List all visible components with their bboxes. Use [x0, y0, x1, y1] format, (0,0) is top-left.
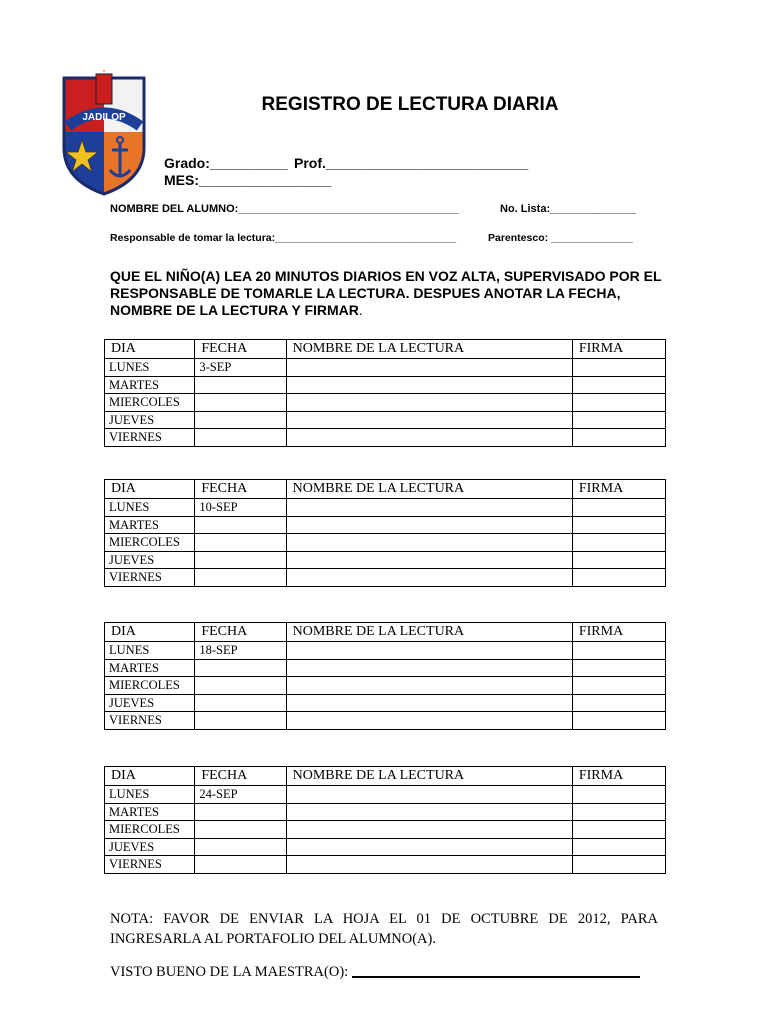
visto-bueno-line	[110, 964, 640, 981]
reading-name-cell[interactable]	[286, 359, 572, 377]
signature-cell[interactable]	[572, 856, 665, 874]
day-cell: LUNES	[105, 786, 195, 804]
table-row	[105, 569, 666, 587]
reading-name-cell[interactable]	[286, 856, 572, 874]
header-nombre-lectura: NOMBRE DE LA LECTURA	[286, 340, 572, 359]
signature-cell[interactable]	[572, 838, 665, 856]
signature-cell[interactable]	[572, 821, 665, 839]
table-row	[105, 376, 666, 394]
instructions-main: QUE EL NIÑO(A) LEA 20 MINUTOS DIARIOS EN VOZ ALTA, SUPERVISADO POR EL RESPONSABLE DE TOMARLE LA LECTURA. DESPUES ANOTAR LA FECHA, NOMBRE DE LA LECTURA Y FIRMAR	[110, 268, 662, 318]
fecha-cell[interactable]	[195, 376, 286, 394]
reading-name-cell[interactable]	[286, 803, 572, 821]
header-dia: DIA	[105, 340, 195, 359]
reading-name-cell[interactable]	[286, 712, 572, 730]
fecha-cell[interactable]: 24-SEP	[195, 786, 286, 804]
table-row	[105, 677, 666, 695]
instructions-text	[110, 268, 670, 319]
signature-cell[interactable]	[572, 359, 665, 377]
day-cell: MIERCOLES	[105, 394, 195, 412]
table-row	[105, 786, 666, 804]
header-firma: FIRMA	[572, 767, 665, 786]
signature-cell[interactable]	[572, 394, 665, 412]
header-fecha: FECHA	[195, 340, 286, 359]
day-cell: LUNES	[105, 359, 195, 377]
day-cell: MARTES	[105, 516, 195, 534]
fecha-cell[interactable]	[195, 429, 286, 447]
day-cell: MARTES	[105, 659, 195, 677]
page-title: REGISTRO DE LECTURA DIARIA	[261, 94, 559, 115]
reading-name-cell[interactable]	[286, 551, 572, 569]
reading-log-table	[104, 622, 666, 730]
header-dia: DIA	[105, 623, 195, 642]
day-cell: LUNES	[105, 642, 195, 660]
reading-name-cell[interactable]	[286, 429, 572, 447]
header-firma: FIRMA	[572, 340, 665, 359]
visto-bueno-label: VISTO BUENO DE LA MAESTRA(O):	[110, 964, 349, 980]
fecha-cell[interactable]	[195, 394, 286, 412]
reading-name-cell[interactable]	[286, 659, 572, 677]
header-nombre-lectura: NOMBRE DE LA LECTURA	[286, 623, 572, 642]
day-cell: VIERNES	[105, 712, 195, 730]
fecha-cell[interactable]: 18-SEP	[195, 642, 286, 660]
day-cell: VIERNES	[105, 569, 195, 587]
responsable-field[interactable]: Responsable de tomar la lectura:_______________________________	[110, 232, 457, 244]
table-row	[105, 659, 666, 677]
fecha-cell[interactable]: 3-SEP	[195, 359, 286, 377]
day-cell: MARTES	[105, 376, 195, 394]
fecha-cell[interactable]	[195, 516, 286, 534]
reading-name-cell[interactable]	[286, 376, 572, 394]
day-cell: JUEVES	[105, 551, 195, 569]
signature-cell[interactable]	[572, 803, 665, 821]
signature-cell[interactable]	[572, 642, 665, 660]
header-firma: FIRMA	[572, 623, 665, 642]
signature-cell[interactable]	[572, 569, 665, 587]
signature-cell[interactable]	[572, 534, 665, 552]
header-fecha: FECHA	[195, 480, 286, 499]
reading-name-cell[interactable]	[286, 411, 572, 429]
day-cell: MIERCOLES	[105, 821, 195, 839]
header-firma: FIRMA	[572, 480, 665, 499]
day-cell: MIERCOLES	[105, 534, 195, 552]
fecha-cell[interactable]	[195, 694, 286, 712]
signature-cell[interactable]	[572, 376, 665, 394]
fecha-cell[interactable]	[195, 821, 286, 839]
table-row	[105, 803, 666, 821]
fecha-cell[interactable]	[195, 551, 286, 569]
lista-number-field[interactable]: No. Lista:______________	[500, 203, 636, 215]
table-row	[105, 856, 666, 874]
day-cell: JUEVES	[105, 411, 195, 429]
reading-name-cell[interactable]	[286, 534, 572, 552]
grado-field[interactable]: Grado:__________	[164, 155, 288, 171]
signature-line[interactable]	[352, 976, 640, 978]
table-header-row	[105, 340, 666, 359]
signature-cell[interactable]	[572, 516, 665, 534]
reading-log-table	[104, 479, 666, 587]
header-fecha: FECHA	[195, 623, 286, 642]
header-dia: DIA	[105, 480, 195, 499]
table-row	[105, 534, 666, 552]
mes-field[interactable]: MES:_________________	[164, 172, 332, 188]
fecha-cell[interactable]	[195, 569, 286, 587]
table-row	[105, 642, 666, 660]
fecha-cell[interactable]	[195, 856, 286, 874]
reading-name-cell[interactable]	[286, 516, 572, 534]
day-cell: MIERCOLES	[105, 677, 195, 695]
signature-cell[interactable]	[572, 411, 665, 429]
day-cell: LUNES	[105, 499, 195, 517]
school-crest-logo	[60, 70, 148, 196]
day-cell: JUEVES	[105, 838, 195, 856]
table-row	[105, 411, 666, 429]
reading-name-cell[interactable]	[286, 821, 572, 839]
fecha-cell[interactable]	[195, 838, 286, 856]
table-row	[105, 712, 666, 730]
table-header-row	[105, 480, 666, 499]
table-row	[105, 359, 666, 377]
table-row	[105, 516, 666, 534]
signature-cell[interactable]	[572, 551, 665, 569]
reading-name-cell[interactable]	[286, 642, 572, 660]
reading-name-cell[interactable]	[286, 677, 572, 695]
alumno-name-field[interactable]: NOMBRE DEL ALUMNO:____________________________________	[110, 203, 459, 215]
day-cell: VIERNES	[105, 429, 195, 447]
fecha-cell[interactable]	[195, 803, 286, 821]
table-row	[105, 821, 666, 839]
header-nombre-lectura: NOMBRE DE LA LECTURA	[286, 480, 572, 499]
fecha-cell[interactable]	[195, 659, 286, 677]
crest-text: JADILOP	[82, 112, 126, 123]
reading-name-cell[interactable]	[286, 838, 572, 856]
signature-cell[interactable]	[572, 659, 665, 677]
fecha-cell[interactable]	[195, 534, 286, 552]
table-header-row	[105, 767, 666, 786]
header-fecha: FECHA	[195, 767, 286, 786]
instructions-end: .	[358, 302, 363, 318]
parentesco-field[interactable]: Parentesco: ______________	[488, 232, 633, 244]
table-row	[105, 694, 666, 712]
signature-cell[interactable]	[572, 786, 665, 804]
header-dia: DIA	[105, 767, 195, 786]
reading-log-table	[104, 766, 666, 874]
reading-name-cell[interactable]	[286, 499, 572, 517]
reading-name-cell[interactable]	[286, 569, 572, 587]
signature-cell[interactable]	[572, 677, 665, 695]
fecha-cell[interactable]	[195, 677, 286, 695]
reading-name-cell[interactable]	[286, 694, 572, 712]
day-cell: VIERNES	[105, 856, 195, 874]
signature-cell[interactable]	[572, 694, 665, 712]
fecha-cell[interactable]: 10-SEP	[195, 499, 286, 517]
table-row	[105, 429, 666, 447]
table-row	[105, 838, 666, 856]
table-header-row	[105, 623, 666, 642]
table-row	[105, 394, 666, 412]
reading-name-cell[interactable]	[286, 394, 572, 412]
prof-field[interactable]: Prof.__________________________	[294, 155, 529, 171]
reading-log-table	[104, 339, 666, 447]
reading-name-cell[interactable]	[286, 786, 572, 804]
signature-cell[interactable]	[572, 429, 665, 447]
nota-text: NOTA: FAVOR DE ENVIAR LA HOJA EL 01 DE OCTUBRE DE 2012, PARA INGRESARLA AL PORTAFOLIO DEL ALUMNO(A).	[110, 911, 658, 947]
fecha-cell[interactable]	[195, 712, 286, 730]
header-nombre-lectura: NOMBRE DE LA LECTURA	[286, 767, 572, 786]
table-row	[105, 499, 666, 517]
day-cell: MARTES	[105, 803, 195, 821]
fecha-cell[interactable]	[195, 411, 286, 429]
table-row	[105, 551, 666, 569]
signature-cell[interactable]	[572, 499, 665, 517]
day-cell: JUEVES	[105, 694, 195, 712]
signature-cell[interactable]	[572, 712, 665, 730]
